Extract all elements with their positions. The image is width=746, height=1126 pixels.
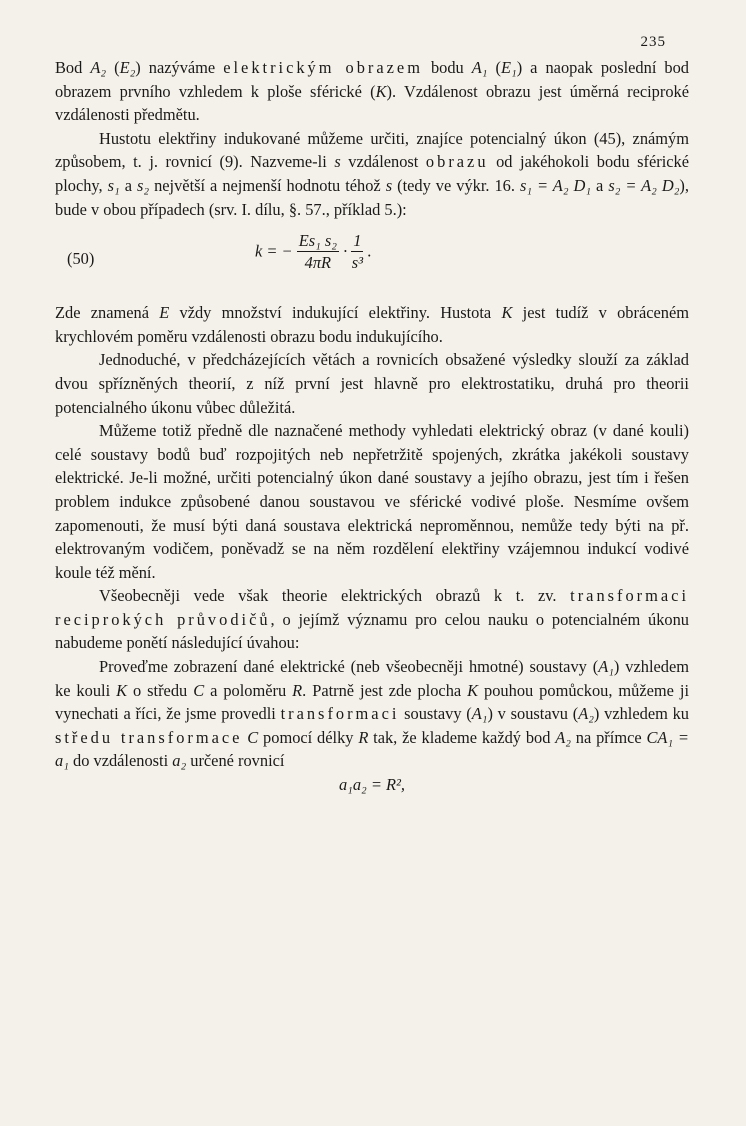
equation-reciprocal: a₁a₂ = R², <box>338 775 406 795</box>
equation-body: k = − $\frac{\text{Es₁ s₂}}{4\pi R}$ · $\frac{1}{\text{s³}}$ . <box>255 231 372 273</box>
paragraph-3: Zde znamená E vždy množství indukující elektřiny. Hustota K jest tudíž v obráceném krychlovém poměru vzdálenosti obrazu bodu indukujícího. <box>55 303 690 346</box>
equation-50 <box>55 229 689 289</box>
page-body <box>55 56 689 797</box>
fraction-1: $\frac{\text{Es₁ s₂}}{4\pi R}$ <box>298 231 337 273</box>
fraction-2: $\frac{1}{\text{s³}}$ <box>351 231 364 273</box>
equation-label: (50) <box>67 249 95 269</box>
page-number: 235 <box>640 34 666 50</box>
paragraph-6: Všeobecněji vede však theorie elektrických obrazů k t. zv. transformaci reciprokých průvodičů, o jejímž významu pro celou nauku o potencialném úkonu nabudeme ponětí následující úvahou: <box>55 586 689 653</box>
paragraph-5: Můžeme totiž předně dle naznačené methody vyhledati elektrický obraz (v dané kouli) celé soustavy bodů buď rozpojitých neb nepřetržitě spojených, zkrátka jakékoli soustavy elektrické. Je-li možné, určiti potencialný úkon dané soustavy a jejího obrazu, jest tím i řešen problem indukce způsobené danou soustavou ve sférické vodivé ploše. Nesmíme ovšem zapomenouti, že musí býti daná soustava elektrická neproměnnou, nemůže tedy býti na př. elektrovaným vodičem, poněvadž se na něm rozdělení elektřiny vzájemnou indukcí vodivé koule též mění. <box>55 421 689 582</box>
paragraph-4: Jednoduché, v předcházejících větách a rovnicích obsažené výsledky slouží za základ dvou spřízněných theorií, z níž první jest hlavně pro elektrostatiku, druhá pro theorii potencialného úkonu vůbec důležitá. <box>55 350 689 417</box>
paragraph-7: Proveďme zobrazení dané elektrické (neb všeobecněji hmotné) soustavy (A₁) vzhledem ke kouli K o středu C a poloměru R. Patrně jest zde plocha K pouhou pomůckou, můžeme ji vynechati a říci, že jsme provedli transformaci soustavy (A₁) v soustavu (A₂) vzhledem ku středu transformace C pomocí délky R tak, že klademe každý bod A₂ na přímce CA₁ = a₁ do vzdálenosti a₂ určené rovnicí <box>55 657 690 771</box>
paragraph-2: Hustotu elektřiny indukované můžeme určiti, znajíce potencialný úkon (45), známým způsobem, t. j. rovnicí (9). Nazveme-li s vzdálenost obrazu od jakéhokoli bodu sférické plochy, s₁ a s₂ největší a nejmenší hodnotu téhož s (tedy ve výkr. 16. s₁ = A₂ D₁ a s₂ = A₂ D₂), bude v obou případech (srv. I. dílu, §. 57., příklad 5.): <box>55 128 689 219</box>
paragraph-1: Bod A₂ (E₂) nazýváme elektrickým obrazem bodu A₁ (E₁) a naopak poslední bod obrazem prvního vzhledem k ploše sférické (K). Vzdálenost obrazu jest úměrná reciproké vzdálenosti předmětu. <box>55 58 689 125</box>
